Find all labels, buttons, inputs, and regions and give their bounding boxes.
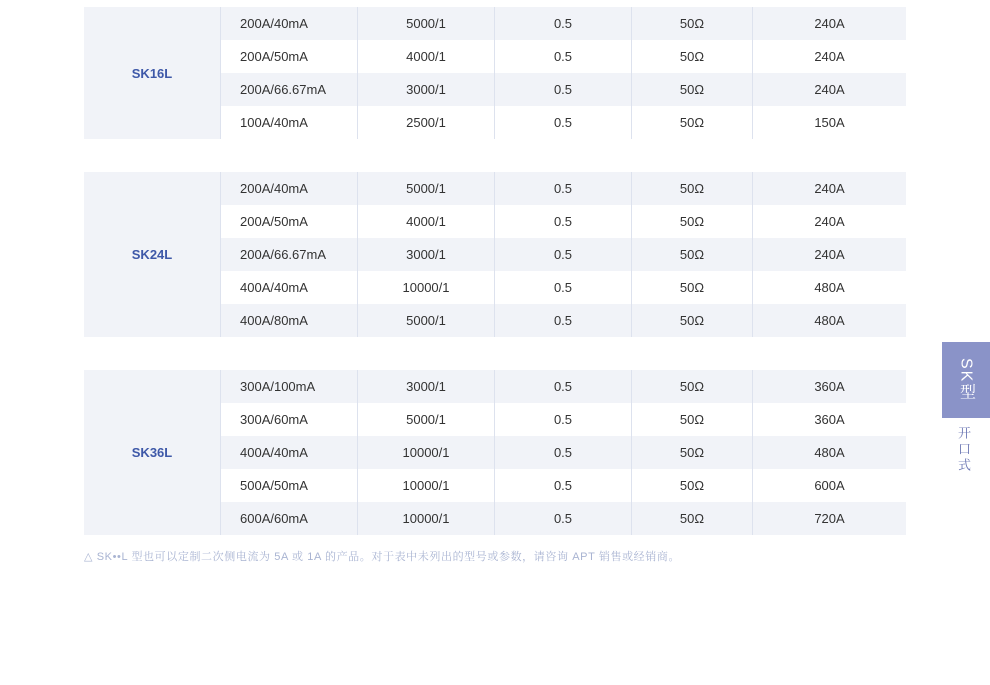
max-current-cell: 480A xyxy=(814,280,845,295)
ratio-cell: 3000/1 xyxy=(358,73,495,106)
accuracy-cell: 0.5 xyxy=(495,403,632,436)
ratio-cell: 10000/1 xyxy=(358,502,495,535)
table-row xyxy=(221,370,906,403)
ratio-cell: 10000/1 xyxy=(358,436,495,469)
rating-cell: 400A/40mA xyxy=(221,436,358,469)
rating-cell: 200A/66.67mA xyxy=(221,238,358,271)
max-current-cell: 240A xyxy=(814,16,845,31)
accuracy-cell: 0.5 xyxy=(495,469,632,502)
table-row xyxy=(221,7,906,40)
table-row xyxy=(221,502,906,535)
table-row xyxy=(221,205,906,238)
table-row xyxy=(221,469,906,502)
burden-cell: 50Ω xyxy=(632,502,753,535)
ratio-cell: 4000/1 xyxy=(358,40,495,73)
accuracy-cell: 0.5 xyxy=(495,304,632,337)
burden-cell: 50Ω xyxy=(632,238,753,271)
burden-cell: 50Ω xyxy=(632,73,753,106)
rating-cell: 500A/50mA xyxy=(221,469,358,502)
max-current-cell: 240A xyxy=(814,214,845,229)
burden-cell: 50Ω xyxy=(632,106,753,139)
ratio-cell: 5000/1 xyxy=(358,304,495,337)
ratio-cell: 10000/1 xyxy=(358,271,495,304)
accuracy-cell: 0.5 xyxy=(495,7,632,40)
accuracy-cell: 0.5 xyxy=(495,436,632,469)
burden-cell: 50Ω xyxy=(632,403,753,436)
table-row xyxy=(221,403,906,436)
rating-cell: 200A/50mA xyxy=(221,40,358,73)
max-current-cell: 240A xyxy=(814,82,845,97)
group-rows xyxy=(221,172,906,337)
rating-cell: 100A/40mA xyxy=(221,106,358,139)
ratio-cell: 2500/1 xyxy=(358,106,495,139)
accuracy-cell: 0.5 xyxy=(495,106,632,139)
burden-cell: 50Ω xyxy=(632,304,753,337)
rating-cell: 200A/66.67mA xyxy=(221,73,358,106)
rating-cell: 200A/50mA xyxy=(221,205,358,238)
rating-cell: 400A/80mA xyxy=(221,304,358,337)
ratio-cell: 3000/1 xyxy=(358,238,495,271)
rating-cell: 200A/40mA xyxy=(221,172,358,205)
rating-cell: 300A/60mA xyxy=(221,403,358,436)
table-group-sk16l xyxy=(84,7,906,139)
max-current-cell: 360A xyxy=(814,412,845,427)
side-tab-sk-type[interactable] xyxy=(942,342,990,418)
max-current-cell: 480A xyxy=(814,445,845,460)
max-current-cell: 150A xyxy=(814,115,845,130)
max-current-cell: 720A xyxy=(814,511,845,526)
accuracy-cell: 0.5 xyxy=(495,271,632,304)
ratio-cell: 10000/1 xyxy=(358,469,495,502)
table-group-sk36l xyxy=(84,370,906,535)
table-row xyxy=(221,436,906,469)
ratio-cell: 5000/1 xyxy=(358,403,495,436)
max-current-cell: 600A xyxy=(814,478,845,493)
rating-cell: 600A/60mA xyxy=(221,502,358,535)
burden-cell: 50Ω xyxy=(632,7,753,40)
table-row xyxy=(221,73,906,106)
rating-cell: 300A/100mA xyxy=(221,370,358,403)
model-label: SK24L xyxy=(84,172,221,337)
ratio-cell: 5000/1 xyxy=(358,7,495,40)
burden-cell: 50Ω xyxy=(632,436,753,469)
accuracy-cell: 0.5 xyxy=(495,73,632,106)
max-current-cell: 240A xyxy=(814,49,845,64)
side-tab-label: SK型 xyxy=(957,358,975,402)
side-tab-subtitle: 开口式 xyxy=(956,426,971,474)
group-rows xyxy=(221,7,906,139)
accuracy-cell: 0.5 xyxy=(495,205,632,238)
ratio-cell: 3000/1 xyxy=(358,370,495,403)
burden-cell: 50Ω xyxy=(632,271,753,304)
burden-cell: 50Ω xyxy=(632,205,753,238)
group-rows xyxy=(221,370,906,535)
burden-cell: 50Ω xyxy=(632,172,753,205)
table-row xyxy=(221,106,906,139)
table-row xyxy=(221,304,906,337)
ratio-cell: 4000/1 xyxy=(358,205,495,238)
accuracy-cell: 0.5 xyxy=(495,238,632,271)
accuracy-cell: 0.5 xyxy=(495,370,632,403)
max-current-cell: 480A xyxy=(814,313,845,328)
rating-cell: 200A/40mA xyxy=(221,7,358,40)
burden-cell: 50Ω xyxy=(632,370,753,403)
footnote: △ SK••L 型也可以定制二次侧电流为 5A 或 1A 的产品。对于表中未列出的型号或参数，请咨询 APT 销售或经销商。 xyxy=(84,551,681,563)
burden-cell: 50Ω xyxy=(632,40,753,73)
table-row xyxy=(221,238,906,271)
table-row xyxy=(221,172,906,205)
accuracy-cell: 0.5 xyxy=(495,502,632,535)
max-current-cell: 240A xyxy=(814,247,845,262)
rating-cell: 400A/40mA xyxy=(221,271,358,304)
table-row xyxy=(221,40,906,73)
max-current-cell: 240A xyxy=(814,181,845,196)
table-row xyxy=(221,271,906,304)
accuracy-cell: 0.5 xyxy=(495,172,632,205)
burden-cell: 50Ω xyxy=(632,469,753,502)
ratio-cell: 5000/1 xyxy=(358,172,495,205)
max-current-cell: 360A xyxy=(814,379,845,394)
model-label: SK16L xyxy=(84,7,221,139)
model-label: SK36L xyxy=(84,370,221,535)
accuracy-cell: 0.5 xyxy=(495,40,632,73)
table-group-sk24l xyxy=(84,172,906,337)
